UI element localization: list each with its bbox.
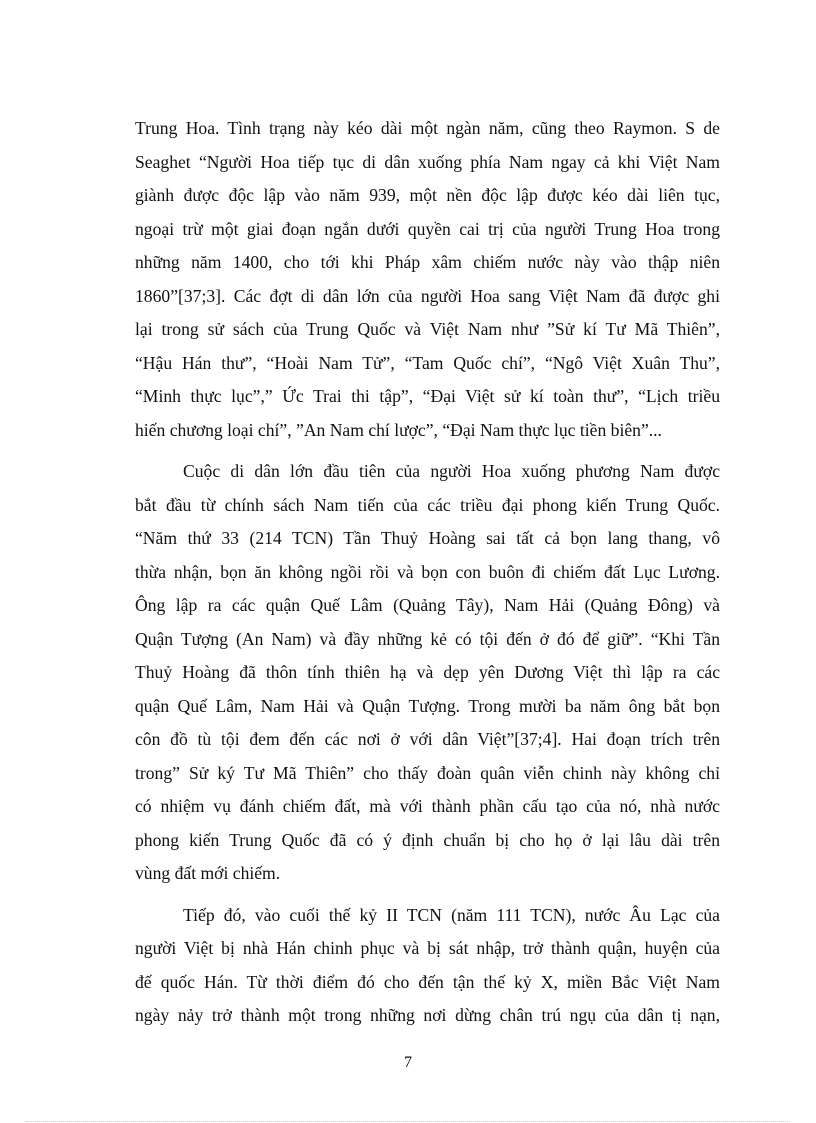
paragraph-1 — [135, 112, 720, 447]
text-line: 1860”[37;3]. Các đợt di dân lớn của người Hoa sang Việt Nam đã được ghi — [135, 285, 720, 306]
text-line: Thuỷ Hoàng đã thôn tính thiên hạ và dẹp yên Dương Việt thì lập ra các — [135, 662, 720, 682]
text-line: “Minh thực lục”,” Ức Trai thi tập”, “Đại Việt sử kí toàn thư”, “Lịch triều — [135, 386, 720, 406]
text-line: người Việt bị nhà Hán chinh phục và bị sát nhập, trở thành quận, huyện của — [135, 938, 720, 958]
paragraph-gap — [135, 891, 720, 899]
text-line: đế quốc Hán. Từ thời điểm đó cho đến tận thế kỷ X, miền Bắc Việt Nam — [135, 971, 720, 992]
paragraph-3 — [135, 899, 720, 1033]
text-line: Ông lập ra các quận Quế Lâm (Quảng Tây), Nam Hải (Quảng Đông) và — [135, 595, 720, 615]
text-line: lại trong sử sách của Trung Quốc và Việt Nam như ”Sử kí Tư Mã Thiên”, — [135, 319, 720, 339]
text-line: Seaghet “Người Hoa tiếp tục di dân xuống phía Nam ngay cả khi Việt Nam — [135, 151, 720, 172]
text-line: phong kiến Trung Quốc đã có ý định chuẩn bị cho họ ở lại lâu dài trên — [135, 829, 720, 850]
text-line: “Năm thứ 33 (214 TCN) Tần Thuỷ Hoàng sai tất cả bọn lang thang, vô — [135, 528, 720, 548]
page-bottom-divider — [26, 1121, 790, 1122]
text-line: giành được độc lập vào năm 939, một nền độc lập được kéo dài liên tục, — [135, 185, 720, 205]
text-line: “Hậu Hán thư”, “Hoài Nam Tử”, “Tam Quốc chí”, “Ngô Việt Xuân Thu”, — [135, 352, 720, 373]
text-line: Cuộc di dân lớn đầu tiên của người Hoa xuống phương Nam được — [183, 461, 720, 481]
page-number: 7 — [404, 1054, 412, 1071]
text-line: bắt đầu từ chính sách Nam tiến của các triều đại phong kiến Trung Quốc. — [135, 494, 720, 515]
text-line: côn đồ tù tội đem đến các nơi ở với dân Việt”[37;4]. Hai đoạn trích trên — [135, 729, 720, 749]
paragraph-2 — [135, 455, 720, 891]
text-line: trong” Sử ký Tư Mã Thiên” cho thấy đoàn quân viễn chinh này không chỉ — [135, 762, 720, 783]
text-line: những năm 1400, cho tới khi Pháp xâm chiếm nước này vào thập niên — [135, 252, 720, 272]
body-text — [135, 112, 720, 1033]
text-line: Tiếp đó, vào cuối thế kỷ II TCN (năm 111 TCN), nước Âu Lạc của — [183, 904, 720, 925]
text-line: hiến chương loại chí”, ”An Nam chí lược”, “Đại Nam thực lục tiền biên”... — [135, 419, 662, 440]
text-line: quận Quế Lâm, Nam Hải và Quận Tượng. Trong mười ba năm ông bắt bọn — [135, 695, 720, 716]
text-line: có nhiệm vụ đánh chiếm đất, mà với thành phần cấu tạo của nó, nhà nước — [135, 796, 720, 816]
text-line: Trung Hoa. Tình trạng này kéo dài một ngàn năm, cũng theo Raymon. S de — [135, 118, 720, 138]
text-line: vùng đất mới chiếm. — [135, 863, 281, 883]
text-line: thừa nhận, bọn ăn không ngồi rồi và bọn con buôn đi chiếm đất Lục Lương. — [135, 561, 720, 582]
text-line: ngoại trừ một giai đoạn ngắn dưới quyền cai trị của người Trung Hoa trong — [135, 218, 720, 239]
paragraph-gap — [135, 447, 720, 455]
text-line: ngày nảy trở thành một trong những nơi dừng chân trú ngụ của dân tị nạn, — [135, 1005, 720, 1025]
text-line: Quận Tượng (An Nam) và đầy những kẻ có tội đến ở đó để giữ”. “Khi Tần — [135, 628, 720, 649]
